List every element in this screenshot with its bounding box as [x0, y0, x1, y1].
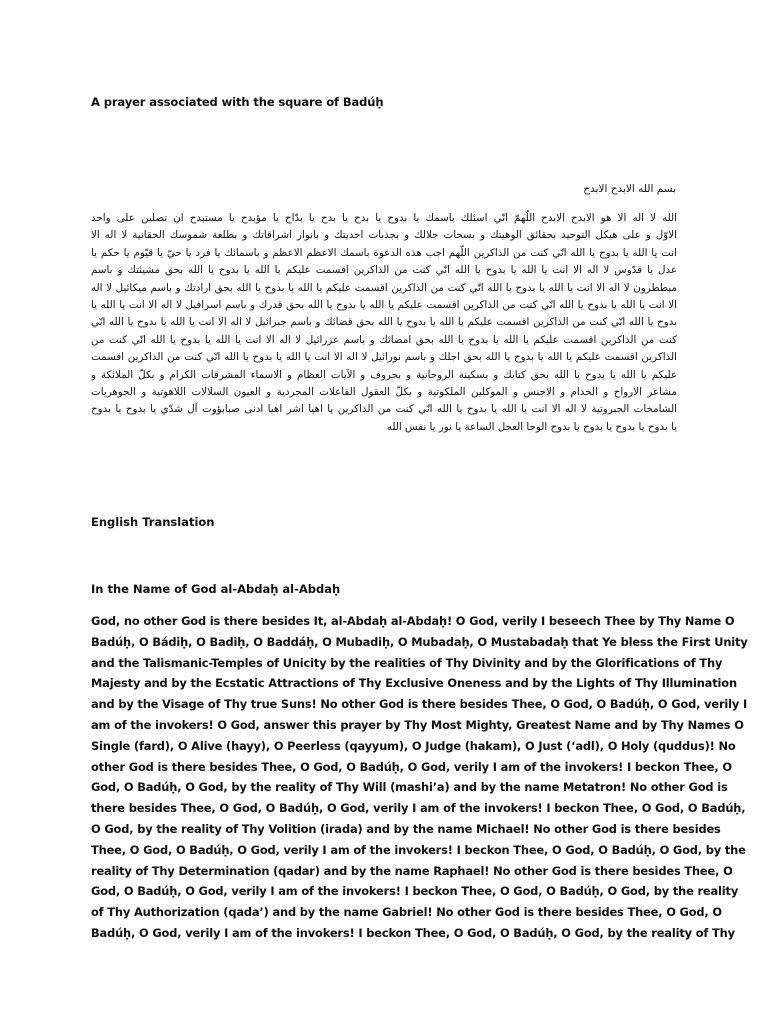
english-text-line: Thee, O God, O Badúḥ, O God, verily I am of the invokers! I beckon Thee, O God, O Badúḥ, O God, by the: [91, 842, 746, 857]
translation-subheading: In the Name of God al-Abdaḥ al-Abdaḥ: [91, 582, 341, 596]
arabic-text-line: يا بدوح يا بدوح يا بدوح يا بدوح الوحا العجل الساعة يا نور يا نفس الله: [386, 420, 677, 433]
arabic-text-line: الذاكرين اقسمت عليكم يا الله يا بدوح يا الله بحق اجلك و باسم نورائيل لا اله الا انت يا الله يا بدوح يا الله انّي كنت من الذاكرين اقسمت: [91, 351, 677, 364]
arabic-basmala-heading: بسم الله الابدح الابدح: [583, 183, 676, 195]
english-text-line: O God, by the reality of Thy Volition (irada) and by the name Michael! No other God is there besides: [91, 821, 721, 836]
english-text-line: am of the invokers! O God, answer this prayer by Thy Most Mighty, Greatest Name and by Thy Names O: [91, 717, 744, 732]
arabic-text-line: مبططرون لا اله الا انت يا الله يا بدوح يا الله انّي كنت من الذاكرين اقسمت عليكم يا الله يا بدوح يا الله بحق ارادتك و باسم ميكائيل لا اله: [91, 281, 677, 294]
arabic-text-line: الا انت يا الله يا بدوح يا الله انّي كنت من الذاكرين اقسمت عليكم يا الله يا بدوح يا الله بحق قدرك و باسم اسرافيل لا اله الا انت يا الله يا: [91, 298, 677, 311]
english-translation-text: [91, 611, 748, 944]
page-title: A prayer associated with the square of Badúḥ: [91, 95, 384, 109]
arabic-text-line: عليكم يا الله يا بدوح يا الله بحق كتابك و بسكينة الروحانية و بحروف و الآيات العظام و الاسماء المشرقات الكرام و بكلّ الملائكة و: [91, 368, 677, 381]
english-text-line: Majesty and by the Ecstatic Attractions of Thy Exclusive Oneness and by the Lights of Thy Illumination: [91, 676, 737, 691]
english-text-line: God, O Badúḥ, O God, verily I am of the invokers! I beckon Thee, O God, O Badúḥ, O God, by the reality: [91, 884, 739, 899]
arabic-text-line: الشامخات الجبروتية لا اله الا انت يا الله يا بدوح يا الله انّي كنت من الذاكرين يا اهيا اشر اهيا ادنى صبابؤوت آل شدّي يا بدوح يا بدوح: [91, 403, 677, 416]
english-text-line: Badúḥ, O Bádiḥ, O Badiḥ, O Baddáḥ, O Mubadiḥ, O Mubadaḥ, O Mustabadaḥ that Ye bless the First Unity: [91, 634, 748, 649]
english-text-line: and the Talismanic-Temples of Unicity by the realities of Thy Divinity and by the Glorifications of Thy: [91, 655, 723, 670]
arabic-text-line: كنت من الذاكرين اقسمت عليكم يا الله يا بدوح يا الله بحق امضائك و باسم عزرائيل لا اله الا انت يا الله يا بدوح يا الله انّي كنت من: [91, 333, 677, 346]
english-text-line: and by the Visage of Thy true Suns! No other God is there besides Thee, O God, O Badúḥ, O God, verily I: [91, 697, 748, 712]
english-text-line: God, no other God is there besides It, al-Abdaḥ al-Abdaḥ! O God, verily I beseech Thee by Thy Name O: [91, 614, 735, 628]
arabic-text-line: الله لا اله الا هو الابدح الابدح اللّهمّ انّي اسئلك باسمك يا بدوح يا بدح يا بدح يا بدّاح يا مؤبدح يا مستبدح ان تصلين على واحد: [91, 212, 677, 224]
english-text-line: Single (fard), O Alive (hayy), O Peerless (qayyum), O Judge (hakam), O Just (‘adl), O Holy (quddus)! No: [91, 738, 736, 753]
english-text-line: other God is there besides Thee, O God, O Badúḥ, O God, verily I am of the invokers! I beckon Thee, O: [91, 759, 732, 774]
arabic-text-line: الاوّل و على هيكل التوحيد بحقائق الوهيتك و بسحات جلالك و بجذبات احديتك و بانوار اشراقاتك و بطلعة شموسك الحقانية لا اله الا: [91, 229, 677, 242]
arabic-text-line: عدل يا قدّوس لا اله الا انت يا الله يا بدوح يا الله انّي كنت من الذاكرين اقسمت عليكم يا الله يا بدوح يا الله بحق مشيئتك و باسم: [91, 264, 677, 277]
arabic-prayer-text: [91, 210, 677, 436]
arabic-text-line: مشاعر الارواح و الخدام و الاجنس و الموكلين الملكوتية و بكلّ العقول الفاعلات المجردية و العيون السلالات اللاهوتية و الجوهريات: [91, 385, 677, 398]
translation-heading: English Translation: [91, 515, 215, 529]
english-text-line: God, O Badúḥ, O God, by the reality of Thy Will (mashi’a) and by the name Metatron! No other God is: [91, 780, 728, 795]
arabic-text-line: انت يا الله يا بدوح يا الله انّي كنت من الذاكرين اللّهم اجب هذه الدعوة باسمك الاعظم الاعظم و باسمائك يا فرد يا حيّ يا قيّوم يا حكم يا: [91, 246, 677, 259]
english-text-line: of Thy Authorization (qada’) and by the name Gabriel! No other God is there besides Thee, O God, O: [91, 905, 722, 920]
english-text-line: reality of Thy Determination (qadar) and by the name Raphael! No other God is there besides Thee, O: [91, 863, 733, 878]
english-text-line: Badúḥ, O God, verily I am of the invokers! I beckon Thee, O God, O Badúḥ, O God, by the reality of Thy: [91, 925, 735, 940]
arabic-text-line: بدوح يا الله انّي كنت من الذاكرين اقسمت عليكم يا الله يا بدوح يا الله بحق قضائك و باسم جبرائيل لا اله الا انت يا الله يا بدوح يا الله انّي: [91, 316, 677, 329]
english-text-line: there besides Thee, O God, O Badúḥ, O God, verily I am of the invokers! I beckon Thee, O God, O Badúḥ,: [91, 801, 746, 816]
